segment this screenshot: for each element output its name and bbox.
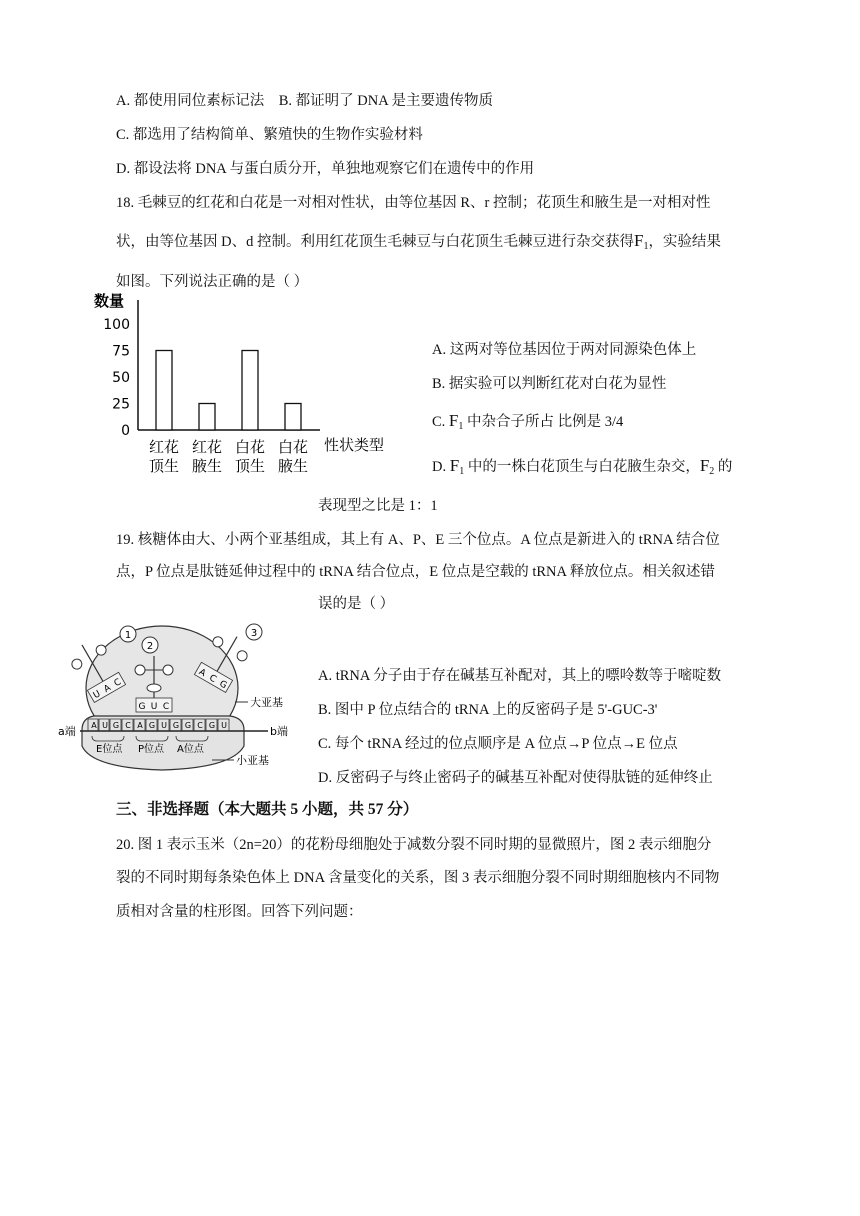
q19-stem-line3-text: 的是（ ） [332, 596, 395, 612]
mrna-base: U [102, 721, 108, 730]
emphasis-char: 误 [318, 596, 333, 612]
q18-option-d-end: 的 [714, 459, 733, 475]
ribosome-diagram [52, 618, 312, 788]
mrna-base: U [221, 721, 227, 730]
mrna-base: C [125, 721, 131, 730]
q18-option-c-label: C. [432, 414, 449, 430]
x-tick-label: 顶生 [234, 457, 266, 475]
mrna-base: G [148, 721, 156, 730]
y-tick-label: 0 [121, 423, 130, 439]
mrna-base: G [208, 721, 216, 730]
f-letter: F [448, 411, 459, 430]
bar [199, 404, 215, 431]
q18-option-d-text: 中的一株白花顶生与白花腋生杂交， [464, 459, 700, 475]
emphasis-char: 错 [700, 564, 715, 580]
x-tick-label: 红花 [148, 438, 180, 456]
a-end-label: a端 [58, 725, 76, 738]
small-subunit-label: 小亚基 [236, 754, 269, 767]
anticodon-base: G [217, 679, 229, 692]
mrna-base: A [137, 721, 143, 730]
anticodon-base: U [150, 702, 158, 712]
q20-stem-line2: 裂的不同时期每条染色体上 DNA 含量变化的关系，图 3 表示细胞分裂不同时期细胞核内不同物 [116, 870, 720, 886]
q17-option-d: D. 都设法将 DNA 与蛋白质分开，单独地观察它们在遗传中的作用 [116, 161, 535, 177]
q20-stem-line3: 质相对含量的柱形图。回答下列问题： [116, 904, 363, 920]
q19-stem-line2 [116, 560, 715, 581]
q18-option-d [432, 455, 732, 477]
f-letter: F [699, 456, 710, 475]
p-site-label: P位点 [138, 744, 165, 755]
q20-stem-line1: 20. 图 1 表示玉米（2n=20）的花粉母细胞处于减数分裂不同时期的显微照片，图 2 表示细胞分 [116, 837, 712, 853]
y-tick-label: 75 [112, 343, 130, 360]
mrna-base: C [197, 721, 203, 730]
anticodon-base: A [196, 667, 208, 680]
f1-symbol [634, 231, 648, 250]
bar [156, 351, 172, 431]
f-subscript: 1 [643, 241, 649, 252]
q19-stem-line3 [318, 592, 394, 613]
anticodon-base: A [102, 683, 113, 696]
marker-1: 1 [124, 630, 132, 641]
y-tick-label: 25 [112, 396, 130, 413]
q18-option-b: B. 据实验可以判断红花对白花为显性 [432, 376, 667, 392]
mrna-base: G [112, 721, 120, 730]
f-letter: F [449, 456, 460, 475]
q19-option-b: B. 图中 P 位点结合的 tRNA 上的反密码子是 5'-GUC-3' [318, 702, 658, 718]
q18-option-c-text: 中杂合子所占 比例是 3/4 [463, 414, 624, 430]
q18-stem-line2-end: ，实验结果 [648, 234, 721, 250]
bar [242, 351, 258, 431]
f-subscript: 1 [458, 421, 464, 432]
x-tick-label: 顶生 [148, 457, 180, 475]
q17-option-c: C. 都选用了结构简单、繁殖快的生物作实验材料 [116, 127, 423, 143]
q18-stem-line3: 如图。下列说法正确的是（ ） [116, 274, 309, 290]
q18-option-c [432, 410, 623, 432]
y-axis-label: 数量 [94, 292, 125, 310]
q18-option-a: A. 这两对等位基因位于两对同源染色体上 [432, 342, 697, 358]
x-tick-label: 腋生 [277, 457, 309, 475]
a-site-label: A位点 [177, 744, 204, 755]
x-axis-label: 性状类型 [324, 436, 385, 454]
bar [285, 404, 301, 431]
x-tick-label: 白花 [277, 438, 309, 456]
q19-option-a: A. tRNA 分子由于存在碱基互补配对，其上的嘌呤数等于嘧啶数 [318, 668, 722, 684]
mrna-base: G [184, 721, 192, 730]
y-tick-label: 100 [103, 317, 130, 333]
q19-stem-line2-text: 点，P 位点是肽链延伸过程中的 tRNA 结合位点，E 位点是空载的 tRNA 释放位点。相关叙述 [116, 564, 701, 580]
anticodon-base: G [138, 702, 146, 712]
q17-option-b: B. 都证明了 DNA 是主要遗传物质 [278, 93, 494, 109]
q19-option-d: D. 反密码子与终止密码子的碱基互补配对使得肽链的延伸终止 [318, 770, 713, 786]
f1-symbol [450, 456, 464, 475]
q18-option-d-continuation: 表现型之比是 1：1 [318, 498, 438, 514]
q18-stem-line2-text: 状，由等位基因 D、d 控制。利用红花顶生毛棘豆与白花顶生毛棘豆进行杂交获得 [116, 234, 634, 250]
f1-symbol [449, 411, 463, 430]
x-tick-label: 红花 [191, 438, 223, 456]
q18-stem-line2 [116, 230, 721, 252]
b-end-label: b端 [270, 725, 288, 738]
q18-stem-line1: 18. 毛棘豆的红花和白花是一对相对性状，由等位基因 R、r 控制；花顶生和腋生是一对相对性 [116, 195, 711, 211]
x-tick-label: 腋生 [191, 457, 223, 475]
f2-symbol [700, 456, 714, 475]
anticodon-base: C [112, 677, 124, 690]
anticodon-base: C [207, 673, 218, 686]
marker-3: 3 [250, 628, 258, 639]
y-tick-label: 50 [112, 370, 130, 386]
q17-option-a-b [116, 89, 493, 110]
f-subscript: 1 [459, 466, 465, 477]
q18-bar-chart [88, 288, 398, 480]
mrna-base: A [91, 721, 97, 730]
e-site-label: E位点 [96, 744, 123, 755]
f-subscript: 2 [709, 466, 715, 477]
q19-stem-line1: 19. 核糖体由大、小两个亚基组成，其上有 A、P、E 三个位点。A 位点是新进入的 tRNA 结合位 [116, 532, 720, 548]
anticodon-base: C [162, 702, 170, 712]
marker-2: 2 [146, 641, 154, 652]
mrna-base: G [172, 721, 180, 730]
large-subunit-label: 大亚基 [250, 696, 283, 709]
q18-option-d-label: D. [432, 459, 450, 475]
q19-option-c: C. 每个 tRNA 经过的位点顺序是 A 位点→P 位点→E 位点 [318, 736, 678, 752]
mrna-base: U [161, 721, 167, 730]
f-letter: F [633, 231, 644, 250]
x-tick-label: 白花 [234, 438, 266, 456]
anticodon-base: U [91, 689, 103, 702]
q17-option-a: A. 都使用同位素标记法 [116, 93, 265, 109]
section3-heading: 三、非选择题（本大题共 5 小题，共 57 分） [116, 801, 419, 818]
